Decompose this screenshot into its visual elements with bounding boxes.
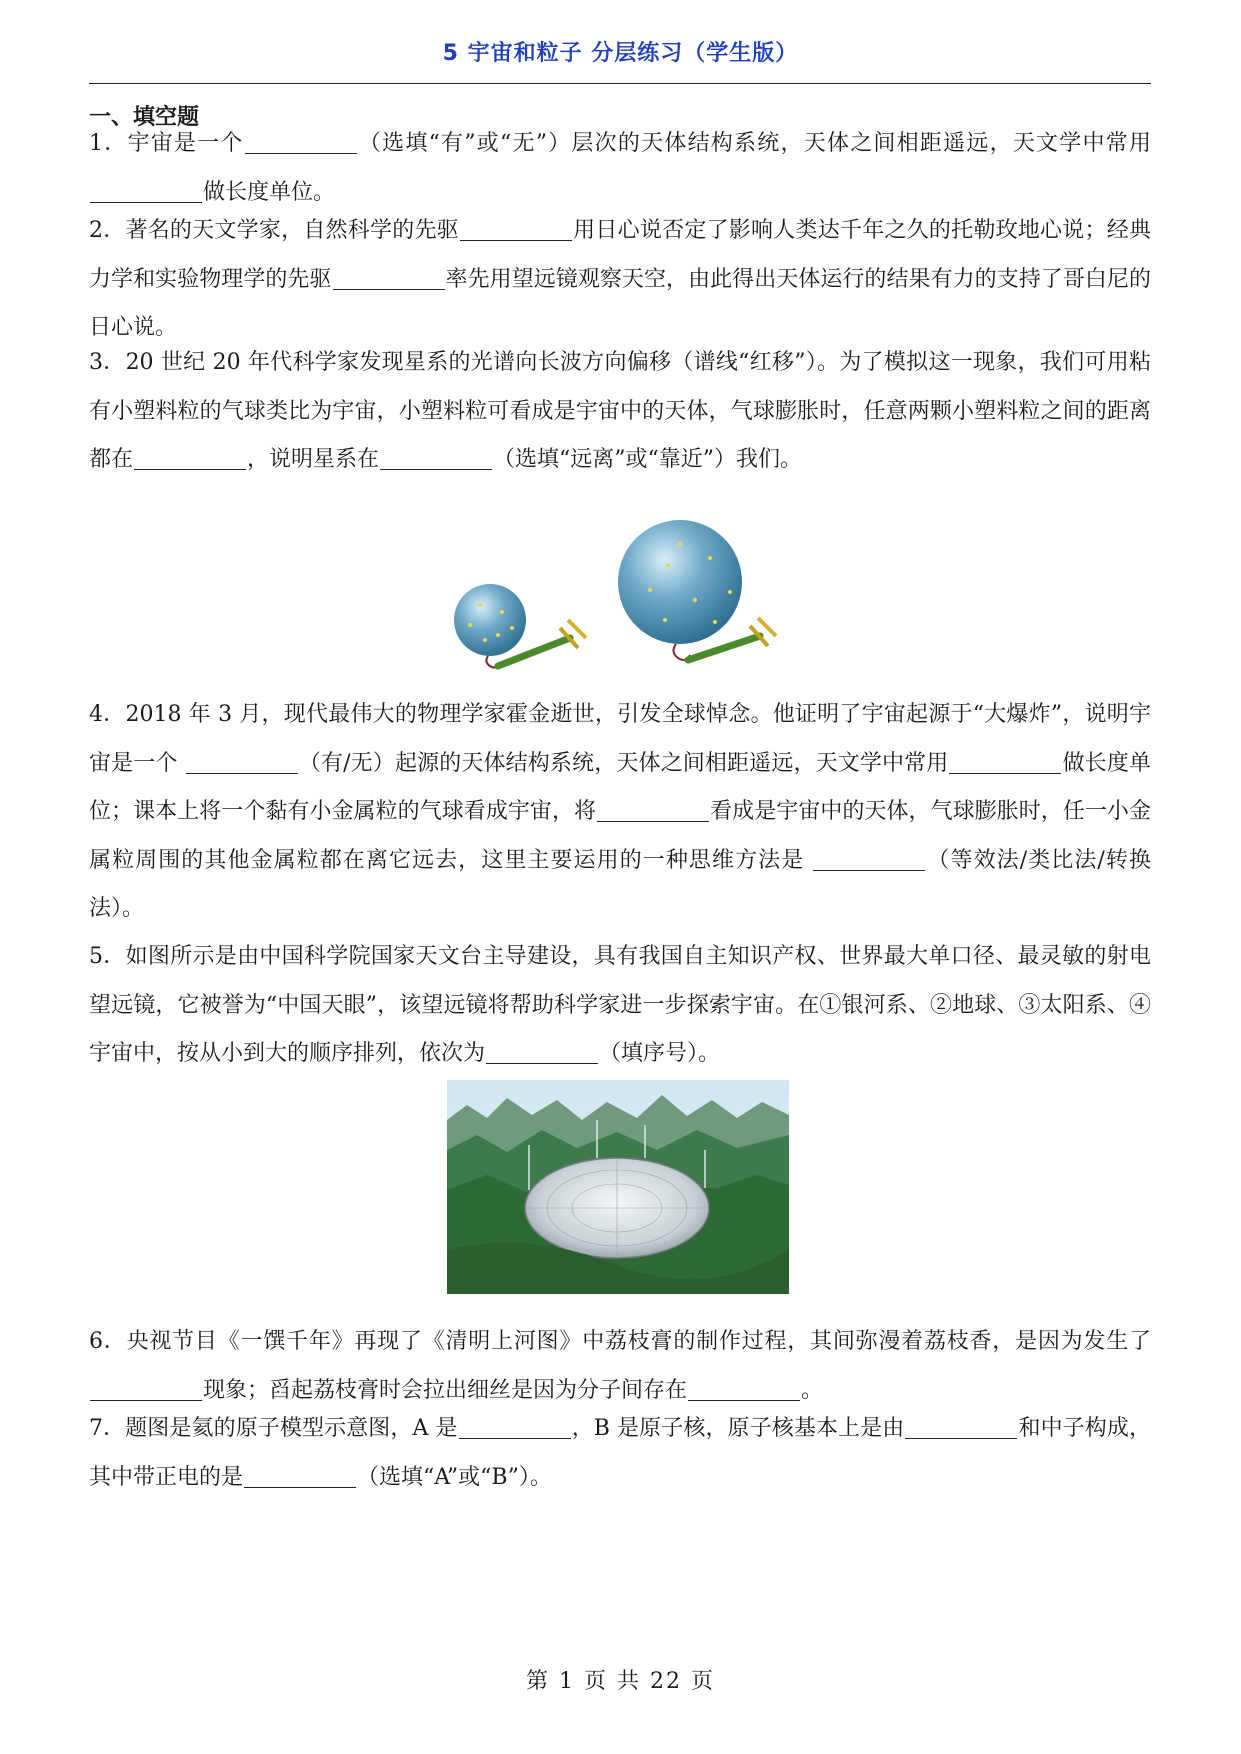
question-text: 宇宙是一个 <box>127 131 244 156</box>
question-text: 。 <box>801 1377 824 1403</box>
balloon-expansion-figure <box>440 520 800 690</box>
answer-blank[interactable] <box>186 751 298 774</box>
question-text: 题图是氦的原子模型示意图，A 是 <box>125 1416 458 1441</box>
question-text: ，B 是原子核，原子核基本上是由 <box>571 1416 905 1441</box>
answer-blank[interactable] <box>134 447 246 470</box>
answer-blank[interactable] <box>486 1041 598 1064</box>
question-text: 率先用望远镜观察天空，由此得出天体运行的结果有力的支持了哥白尼的日心说。 <box>89 266 1151 340</box>
question-text: （填序号）。 <box>599 1041 721 1066</box>
question-text: 著名的天文学家，自然科学的先驱 <box>125 218 459 243</box>
question-text: 做长度单位。 <box>203 179 336 205</box>
question-5 <box>89 933 1151 1079</box>
answer-blank[interactable] <box>905 1416 1017 1439</box>
question-text: 看成是宇宙中的天体，气球膨胀时，任一小金属粒周围的其他金属粒都在离它远去，这里主要运用的一种思维方法是 <box>89 799 1151 873</box>
question-2 <box>89 207 1151 353</box>
question-text: 和中子构成，其中带正电的是 <box>89 1416 1151 1490</box>
large-balloon <box>618 520 776 660</box>
answer-blank[interactable] <box>597 799 709 822</box>
answer-blank[interactable] <box>949 751 1061 774</box>
question-text: 用日心说否定了影响人类达千年之久的托勒玫地心说；经典力学和实验物理学的先驱 <box>89 218 1151 292</box>
answer-blank[interactable] <box>813 848 925 871</box>
question-text: （等效法/类比法/转换法）。 <box>89 847 1151 921</box>
question-text: （选填“远离”或“靠近”）我们。 <box>493 447 803 472</box>
question-text: （有/无）起源的天体结构系统，天体之间相距遥远，天文学中常用 <box>298 750 949 776</box>
question-text: 20 世纪 20 年代科学家发现星系的光谱向长波方向偏移（谱线“红移”）。为了模拟这一现象，我们可用粘有小塑料粒的气球类比为宇宙，小塑料粒可看成是宇宙中的天体，气球膨胀时，任意两颗小塑料粒之间的距离都在 <box>89 350 1151 472</box>
question-number: 2． <box>89 218 126 243</box>
question-1 <box>89 120 1151 217</box>
question-number: 5． <box>89 944 126 969</box>
question-text: 现象；舀起荔枝膏时会拉出细丝是因为分子间存在 <box>203 1377 688 1403</box>
question-text: （选填“有”或“无”）层次的天体结构系统，天体之间相距遥远，天文学中常用 <box>357 131 1151 156</box>
question-text: （选填“A”或“B”）。 <box>357 1464 552 1490</box>
answer-blank[interactable] <box>688 1378 800 1401</box>
answer-blank[interactable] <box>333 267 445 290</box>
question-3 <box>89 339 1151 485</box>
question-text: 做长度单位；课本上将一个黏有小金属粒的气球看成宇宙，将 <box>89 750 1151 824</box>
fast-telescope-photo <box>447 1080 789 1294</box>
question-number: 6． <box>89 1329 127 1354</box>
question-6 <box>89 1318 1151 1415</box>
question-7 <box>89 1405 1151 1502</box>
question-4 <box>89 691 1151 934</box>
small-balloon <box>454 584 586 668</box>
question-number: 3． <box>89 350 126 375</box>
page-footer: 第 1 页 共 22 页 <box>526 1669 715 1694</box>
question-number: 4． <box>89 702 126 727</box>
question-text: 央视节目《一馔千年》再现了《清明上河图》中荔枝膏的制作过程，其间弥漫着荔枝香，是因为发生了 <box>126 1329 1151 1354</box>
question-number: 7． <box>89 1416 126 1441</box>
answer-blank[interactable] <box>459 1416 571 1439</box>
answer-blank[interactable] <box>380 447 492 470</box>
question-text: 2018 年 3 月，现代最伟大的物理学家霍金逝世，引发全球悼念。他证明了宇宙起源于“大爆炸”，说明宇宙是一个 <box>89 702 1151 776</box>
answer-blank[interactable] <box>244 1465 356 1488</box>
header-divider <box>89 83 1151 84</box>
question-text: ，说明星系在 <box>247 447 380 472</box>
question-number: 1． <box>89 131 128 156</box>
answer-blank[interactable] <box>460 218 572 241</box>
answer-blank[interactable] <box>90 1378 202 1401</box>
question-text: 如图所示是由中国科学院国家天文台主导建设，具有我国自主知识产权、世界最大单口径、最灵敏的射电望远镜，它被誉为“中国天眼”，该望远镜将帮助科学家进一步探索宇宙。在①银河系、②地球、③太阳系、④宇宙中，按从小到大的顺序排列，依次为 <box>89 944 1151 1066</box>
answer-blank[interactable] <box>245 131 357 154</box>
page-header-title: 5 宇宙和粒子 分层练习（学生版） <box>442 41 799 66</box>
section-title: 一、填空题 <box>89 105 200 130</box>
answer-blank[interactable] <box>90 180 202 203</box>
